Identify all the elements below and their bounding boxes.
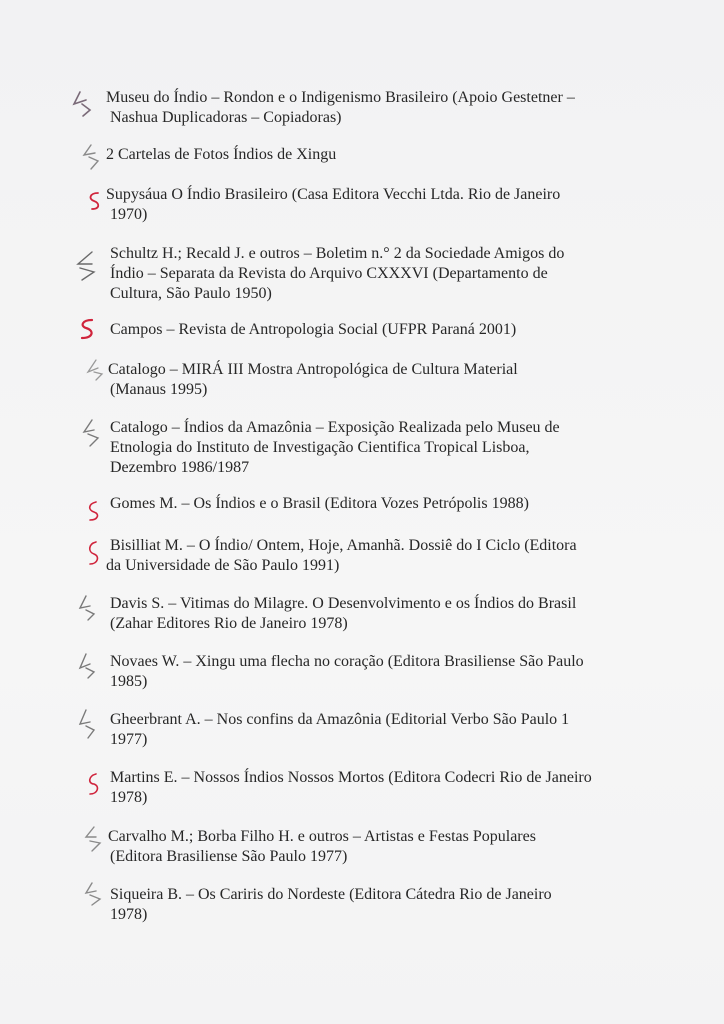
entry-line: Bisilliat M. – O Índio/ Ontem, Hoje, Amanhã. Dossiê do I Ciclo (Editora [110,537,577,554]
entry-line: Schultz H.; Recald J. e outros – Boletim n.° 2 da Sociedade Amigos do [110,245,565,262]
entry-line: Nashua Duplicadoras – Copiadoras) [110,109,342,126]
entry-line: da Universidade de São Paulo 1991) [106,557,340,574]
handwritten-s-mark [76,316,106,350]
entry-line: 1977) [110,731,148,748]
entry-line: Cultura, São Paulo 1950) [110,285,272,302]
entry-line: Catalogo – Índios da Amazônia – Exposição Realizada pelo Museu de [110,419,560,436]
entry-line: Dezembro 1986/1987 [110,459,250,476]
entry-line: Campos – Revista de Antropologia Social (UFPR Paraná 2001) [110,321,517,338]
entry-line: (Editora Brasiliense São Paulo 1977) [110,848,348,865]
entry-line: (Manaus 1995) [110,381,208,398]
entry-line: Supysáua O Índio Brasileiro (Casa Editora Vecchi Ltda. Rio de Janeiro [106,186,561,203]
handwritten-2-mark [80,416,110,450]
entry-line: Etnologia do Instituto de Investigação Cientifica Tropical Lisboa, [110,439,530,456]
handwritten-2-mark [70,86,100,120]
handwritten-2-mark [74,250,104,284]
entry-line: 1970) [110,206,148,223]
entry-line: 1985) [110,673,148,690]
handwritten-2-mark [82,879,112,913]
entry-line: Museu do Índio – Rondon e o Indigenismo Brasileiro (Apoio Gestetner – [106,89,575,106]
handwritten-2-mark [76,708,106,742]
entry-line: Carvalho M.; Borba Filho H. e outros – Artistas e Festas Populares [108,828,536,845]
entry-line: Martins E. – Nossos Índios Nossos Mortos (Editora Codecri Rio de Janeiro [110,769,592,786]
entry-line: 1978) [110,789,148,806]
entry-line: Davis S. – Vitimas do Milagre. O Desenvolvimento e os Índios do Brasil [110,595,577,612]
entry-line: 1978) [110,906,148,923]
entry-line: Índio – Separata da Revista do Arquivo CXXXVI (Departamento de [110,265,548,282]
entry-line: Gheerbrant A. – Nos confins da Amazônia (Editorial Verbo São Paulo 1 [110,711,570,728]
entry-line: Siqueira B. – Os Cariris do Nordeste (Editora Cátedra Rio de Janeiro [110,886,552,903]
handwritten-2-mark [76,650,106,684]
entry-line: (Zahar Editores Rio de Janeiro 1978) [110,615,348,632]
entry-line: 2 Cartelas de Fotos Índios de Xingu [106,146,337,163]
entry-line: Novaes W. – Xingu uma flecha no coração (Editora Brasiliense São Paulo [110,653,584,670]
handwritten-2-mark [76,592,106,626]
entry-line: Gomes M. – Os Índios e o Brasil (Editora Vozes Petrópolis 1988) [110,495,529,512]
entry-line: Catalogo – MIRÁ III Mostra Antropológica de Cultura Material [108,361,518,378]
